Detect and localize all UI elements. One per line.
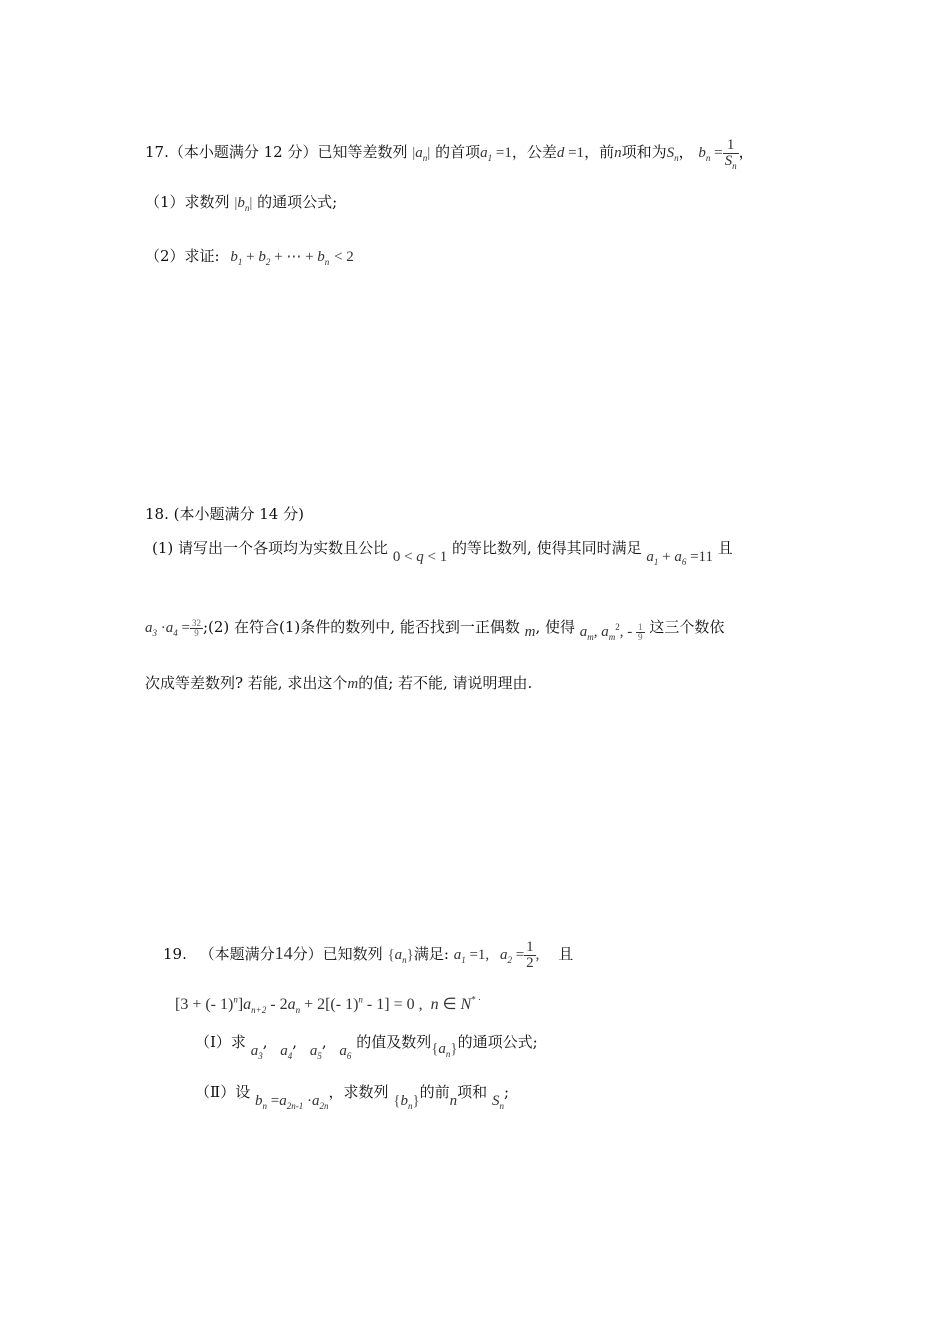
q19-text: 的通项公式; [457, 1033, 538, 1051]
q18-text: 的值; 若不能, 请说明理由. [358, 674, 533, 692]
q19-text: 的前 [419, 1083, 450, 1101]
q18-header [145, 502, 304, 526]
q17-n: n [614, 144, 622, 161]
q19-seq-an: $\{a_n\}$ [387, 946, 414, 965]
q17-part2 [145, 244, 354, 269]
q19-part1-label: （Ⅰ）求 [195, 1033, 246, 1051]
q19-text: 项和 [457, 1083, 488, 1101]
q17-text: ，公差 [511, 142, 557, 161]
q17-text: ， [678, 142, 694, 161]
q18-text: 次成等差数列? 若能, 求出这个 [145, 674, 348, 692]
q19-part2 [195, 1080, 510, 1111]
q17-line1 [145, 138, 754, 169]
q17-text: 已知等差数列 [317, 142, 408, 161]
q19-text: ; [503, 1083, 510, 1101]
q19-text: 分）已知数列 [292, 944, 383, 963]
q18-m: m [524, 624, 536, 640]
q19-text: 的值及数列 [356, 1033, 432, 1051]
q19-recurrence [175, 992, 481, 1017]
q17-part2-label: （2）求证: [145, 247, 220, 265]
q19-text: 且 [558, 944, 574, 963]
q19-a3: $a_3$ [250, 1043, 263, 1061]
q19-a1: $a_1 =1$, [453, 946, 490, 965]
q18-text: , 使得 [535, 618, 575, 636]
q17-sn: $S_n$ [666, 144, 679, 163]
q19-recurrence-formula: [3 + (- $1)^n]a_{n+2} - 2a_n + 2[(-$ 1)$^n$ - 1] = 0 , n ∈ N* · [175, 994, 481, 1016]
q18-terms: $a_m$, $a_m^2$, - $\frac{1}{9}$ [579, 622, 643, 643]
q17-d: d =1 [556, 144, 585, 161]
q18-text: ;(2) 在符合(1)条件的数列中, 能否找到一正偶数 [202, 618, 520, 636]
q17-seq-bn: $|b_n|$ [234, 195, 253, 213]
q17-sum-expression: $b_1 + b_2$ + ⋯ + $b_n$ [230, 249, 330, 267]
q19-part2-label: （Ⅱ）设 [195, 1083, 251, 1101]
q17-seq-an: $|a_n|$ [412, 144, 431, 163]
q19-a4: $a_4$ [280, 1043, 293, 1061]
q17-number: 17. [145, 142, 169, 161]
q18-m2: m [347, 676, 359, 692]
q17-inequality: < 2 [334, 249, 354, 265]
q19-points: （本题满分 [199, 944, 275, 963]
q19-number: 19. [163, 944, 187, 963]
q19-seq-bn: $\{b_n\}$ [393, 1093, 420, 1111]
q19-points-value: 14 [274, 942, 293, 963]
q18-a1-a6: $a_1 + a_6 =11$ [646, 549, 713, 567]
q17-part1-label: （1）求数列 [145, 193, 230, 211]
q19-a6: $a_6$ [339, 1043, 352, 1061]
q19-a5: $a_5$ [309, 1043, 322, 1061]
q18-a3-a4: $a_3 \cdot a_4$ = $\frac{32}{9}$ [145, 618, 201, 639]
q17-text: 的首项 [435, 142, 481, 161]
q17-a1: $a_1 =1$ [480, 144, 512, 163]
q19-sn: $S_n$ [491, 1093, 504, 1111]
q19-seq-an-2: $\{a_n\}$ [431, 1041, 458, 1059]
q19-a2: $a_2$ = $\frac{1}{2}$ , [499, 939, 540, 971]
q19-line1 [163, 940, 573, 971]
q19-n: n [449, 1093, 458, 1109]
q18-text: 的等比数列, 使得其同时满足 [452, 539, 642, 557]
q18-q-range: 0 < q < 1 [392, 549, 448, 565]
q18-line1 [152, 536, 733, 567]
q19-text: 满足: [413, 944, 449, 963]
q17-text: ，前 [584, 142, 615, 161]
q18-line2 [145, 615, 725, 643]
q18-text: (1) 请写出一个各项均为实数且公比 [152, 539, 389, 557]
q19-part1: （Ⅰ）求 $a_3$, $a_4$, $a_5$, $a_6$ 的值及数列$\{a_n\}$的通项公式; [195, 1033, 538, 1061]
q19-text: ，求数列 [328, 1083, 389, 1101]
q17-part1-tail: 的通项公式; [257, 193, 338, 211]
q17-text: 项和为 [621, 142, 667, 161]
q18-text: 这三个数依 [649, 618, 725, 636]
q18-line3 [145, 671, 532, 696]
q17-bn-def: $b_n$ = $\frac{1}{S_n}$ [698, 137, 737, 171]
q19-bn-def: $b_n =a_{2n-1} \cdot a_{2n}$ [254, 1093, 329, 1111]
q17-points: （本小题满分 12 分） [168, 142, 318, 161]
q17-text: ， [738, 142, 754, 161]
q18-title: 18. (本小题满分 14 分) [145, 505, 304, 523]
q18-text: 且 [717, 539, 733, 557]
q17-part1 [145, 190, 337, 215]
